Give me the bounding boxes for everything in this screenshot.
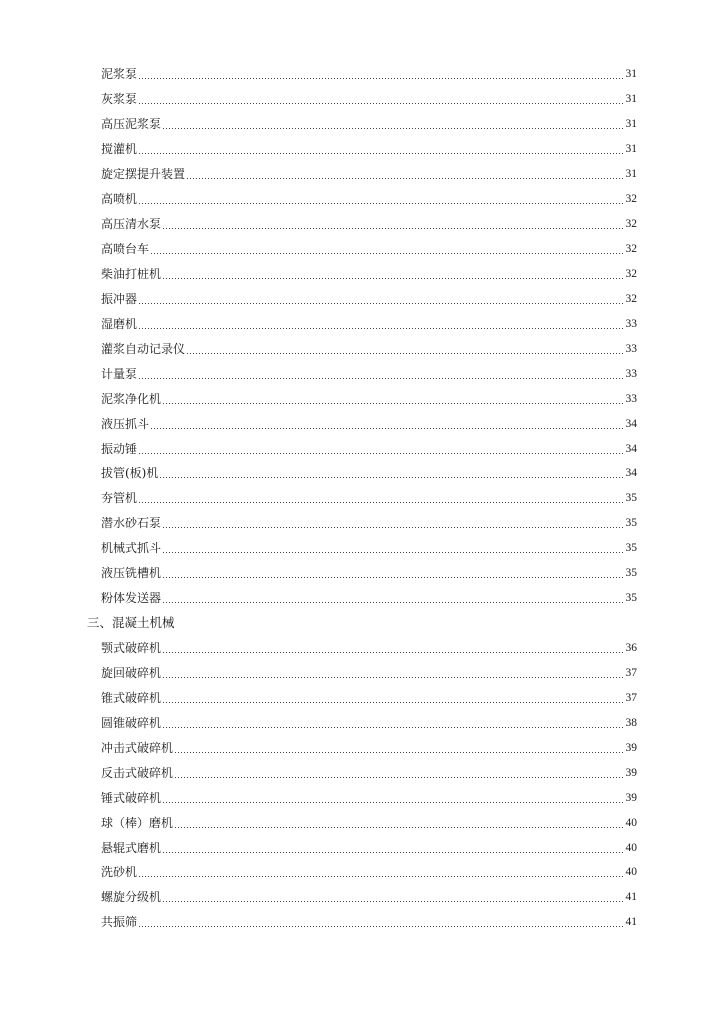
page-number: 31: [625, 143, 637, 156]
entry-title: 高喷机: [101, 192, 138, 207]
page-number: 35: [625, 592, 637, 605]
entry-title: 湿磨机: [101, 316, 138, 331]
dot-leader: [162, 791, 624, 805]
page-number: 39: [625, 791, 637, 804]
dot-leader: [174, 741, 624, 755]
page-number: 32: [625, 292, 637, 305]
entry-title: 拔管(板)机: [101, 466, 159, 481]
entry-title: 液压抓斗: [101, 416, 150, 431]
page-number: 35: [625, 492, 637, 505]
entry-title: 柴油打桩机: [101, 266, 162, 281]
dot-leader: [138, 491, 624, 505]
dot-leader: [174, 816, 624, 830]
entry-title: 高喷台车: [101, 242, 150, 257]
toc-entry[interactable]: [101, 760, 637, 785]
toc-entry[interactable]: [101, 810, 637, 835]
page-number: 34: [625, 417, 637, 430]
page-number: 34: [625, 442, 637, 455]
toc-entry[interactable]: [101, 112, 637, 137]
entry-title: 灰浆泵: [101, 92, 138, 107]
toc-entry[interactable]: [101, 486, 637, 511]
toc-entry[interactable]: [101, 860, 637, 885]
toc-entry[interactable]: [101, 835, 637, 860]
entry-title: 反击式破碎机: [101, 765, 174, 780]
entry-title: 旋定摆提升装置: [101, 167, 186, 182]
dot-leader: [162, 117, 624, 131]
toc-entry[interactable]: [101, 636, 637, 661]
toc-entry[interactable]: [101, 262, 637, 287]
entry-title: 高压清水泵: [101, 217, 162, 232]
entry-title: 计量泵: [101, 366, 138, 381]
entry-title: 泥浆泵: [101, 67, 138, 82]
dot-leader: [174, 766, 624, 780]
entry-title: 夯管机: [101, 491, 138, 506]
page-number: 36: [625, 642, 637, 655]
toc-entry[interactable]: [101, 536, 637, 561]
toc-entry[interactable]: [101, 511, 637, 536]
dot-leader: [150, 417, 624, 431]
dot-leader: [186, 342, 624, 356]
page-number: 39: [625, 741, 637, 754]
page-number: 32: [625, 193, 637, 206]
entry-title: 颚式破碎机: [101, 641, 162, 656]
dot-leader: [162, 666, 624, 680]
entry-title: 泥浆净化机: [101, 391, 162, 406]
dot-leader: [138, 142, 624, 156]
dot-leader: [162, 591, 624, 605]
toc-entry[interactable]: [101, 661, 637, 686]
page-number: 33: [625, 342, 637, 355]
toc-entry[interactable]: [101, 137, 637, 162]
dot-leader: [162, 716, 624, 730]
dot-leader: [162, 566, 624, 580]
entry-title: 振冲器: [101, 291, 138, 306]
page-number: 41: [625, 916, 637, 929]
page-number: 35: [625, 542, 637, 555]
page-number: 31: [625, 168, 637, 181]
page-number: 40: [625, 816, 637, 829]
dot-leader: [150, 242, 624, 256]
entry-title: 振动锤: [101, 441, 138, 456]
dot-leader: [138, 915, 624, 929]
table-of-contents: [0, 62, 724, 935]
dot-leader: [162, 641, 624, 655]
page-number: 31: [625, 118, 637, 131]
entry-title: 悬辊式磨机: [101, 840, 162, 855]
entry-title: 锥式破碎机: [101, 690, 162, 705]
toc-entry[interactable]: [101, 336, 637, 361]
entry-title: 球（棒）磨机: [101, 815, 174, 830]
page-number: 32: [625, 218, 637, 231]
page-number: 35: [625, 567, 637, 580]
page-number: 39: [625, 766, 637, 779]
toc-entry[interactable]: [101, 710, 637, 735]
page-number: 38: [625, 716, 637, 729]
entry-title: 机械式抓斗: [101, 541, 162, 556]
entry-title: 液压铣槽机: [101, 566, 162, 581]
toc-entry[interactable]: [101, 461, 637, 486]
page-number: 37: [625, 666, 637, 679]
dot-leader: [159, 466, 624, 480]
page-number: 33: [625, 392, 637, 405]
entry-title: 共振筛: [101, 915, 138, 930]
dot-leader: [138, 192, 624, 206]
toc-entry[interactable]: [101, 885, 637, 910]
page-number: 35: [625, 517, 637, 530]
page-number: 33: [625, 367, 637, 380]
dot-leader: [138, 67, 624, 81]
toc-entry[interactable]: [101, 561, 637, 586]
dot-leader: [162, 392, 624, 406]
toc-entry[interactable]: [101, 87, 637, 112]
toc-entry[interactable]: [101, 62, 637, 87]
dot-leader: [162, 217, 624, 231]
page-number: 40: [625, 841, 637, 854]
entry-title: 圆锥破碎机: [101, 715, 162, 730]
page-number: 40: [625, 866, 637, 879]
entry-title: 粉体发送器: [101, 591, 162, 606]
toc-entry[interactable]: [101, 187, 637, 212]
dot-leader: [138, 92, 624, 106]
entry-title: 旋回破碎机: [101, 665, 162, 680]
toc-entry[interactable]: [101, 910, 637, 935]
entry-title: 冲击式破碎机: [101, 740, 174, 755]
toc-entry[interactable]: [101, 286, 637, 311]
toc-entry[interactable]: [101, 411, 637, 436]
page-number: 41: [625, 891, 637, 904]
dot-leader: [162, 890, 624, 904]
toc-entry[interactable]: [101, 735, 637, 760]
entry-title: 洗砂机: [101, 865, 138, 880]
toc-entry[interactable]: [101, 386, 637, 411]
dot-leader: [162, 541, 624, 555]
entry-title: 锤式破碎机: [101, 790, 162, 805]
entry-title: 潜水砂石泵: [101, 516, 162, 531]
dot-leader: [138, 367, 624, 381]
entry-title: 灌浆自动记录仪: [101, 341, 186, 356]
dot-leader: [162, 841, 624, 855]
page-number: 32: [625, 243, 637, 256]
page-number: 33: [625, 317, 637, 330]
dot-leader: [138, 317, 624, 331]
toc-entry[interactable]: [101, 685, 637, 710]
dot-leader: [186, 167, 624, 181]
toc-entry[interactable]: [101, 586, 637, 611]
toc-entry[interactable]: [101, 162, 637, 187]
dot-leader: [162, 267, 624, 281]
entry-title: 搅灌机: [101, 142, 138, 157]
toc-entry[interactable]: [101, 436, 637, 461]
page-number: 32: [625, 267, 637, 280]
toc-entry[interactable]: [101, 311, 637, 336]
section-title: 三、混凝土机械: [87, 615, 175, 631]
toc-entry[interactable]: [101, 785, 637, 810]
dot-leader: [162, 691, 624, 705]
page-number: 34: [625, 467, 637, 480]
dot-leader: [138, 292, 624, 306]
dot-leader: [138, 865, 624, 879]
page-number: 31: [625, 68, 637, 81]
entry-title: 高压泥浆泵: [101, 117, 162, 132]
toc-entry[interactable]: [101, 361, 637, 386]
dot-leader: [162, 516, 624, 530]
page-number: 37: [625, 691, 637, 704]
toc-entry[interactable]: [101, 212, 637, 237]
page-number: 31: [625, 93, 637, 106]
toc-section-heading: [87, 611, 637, 636]
dot-leader: [138, 442, 624, 456]
entry-title: 螺旋分级机: [101, 890, 162, 905]
toc-entry[interactable]: [101, 237, 637, 262]
